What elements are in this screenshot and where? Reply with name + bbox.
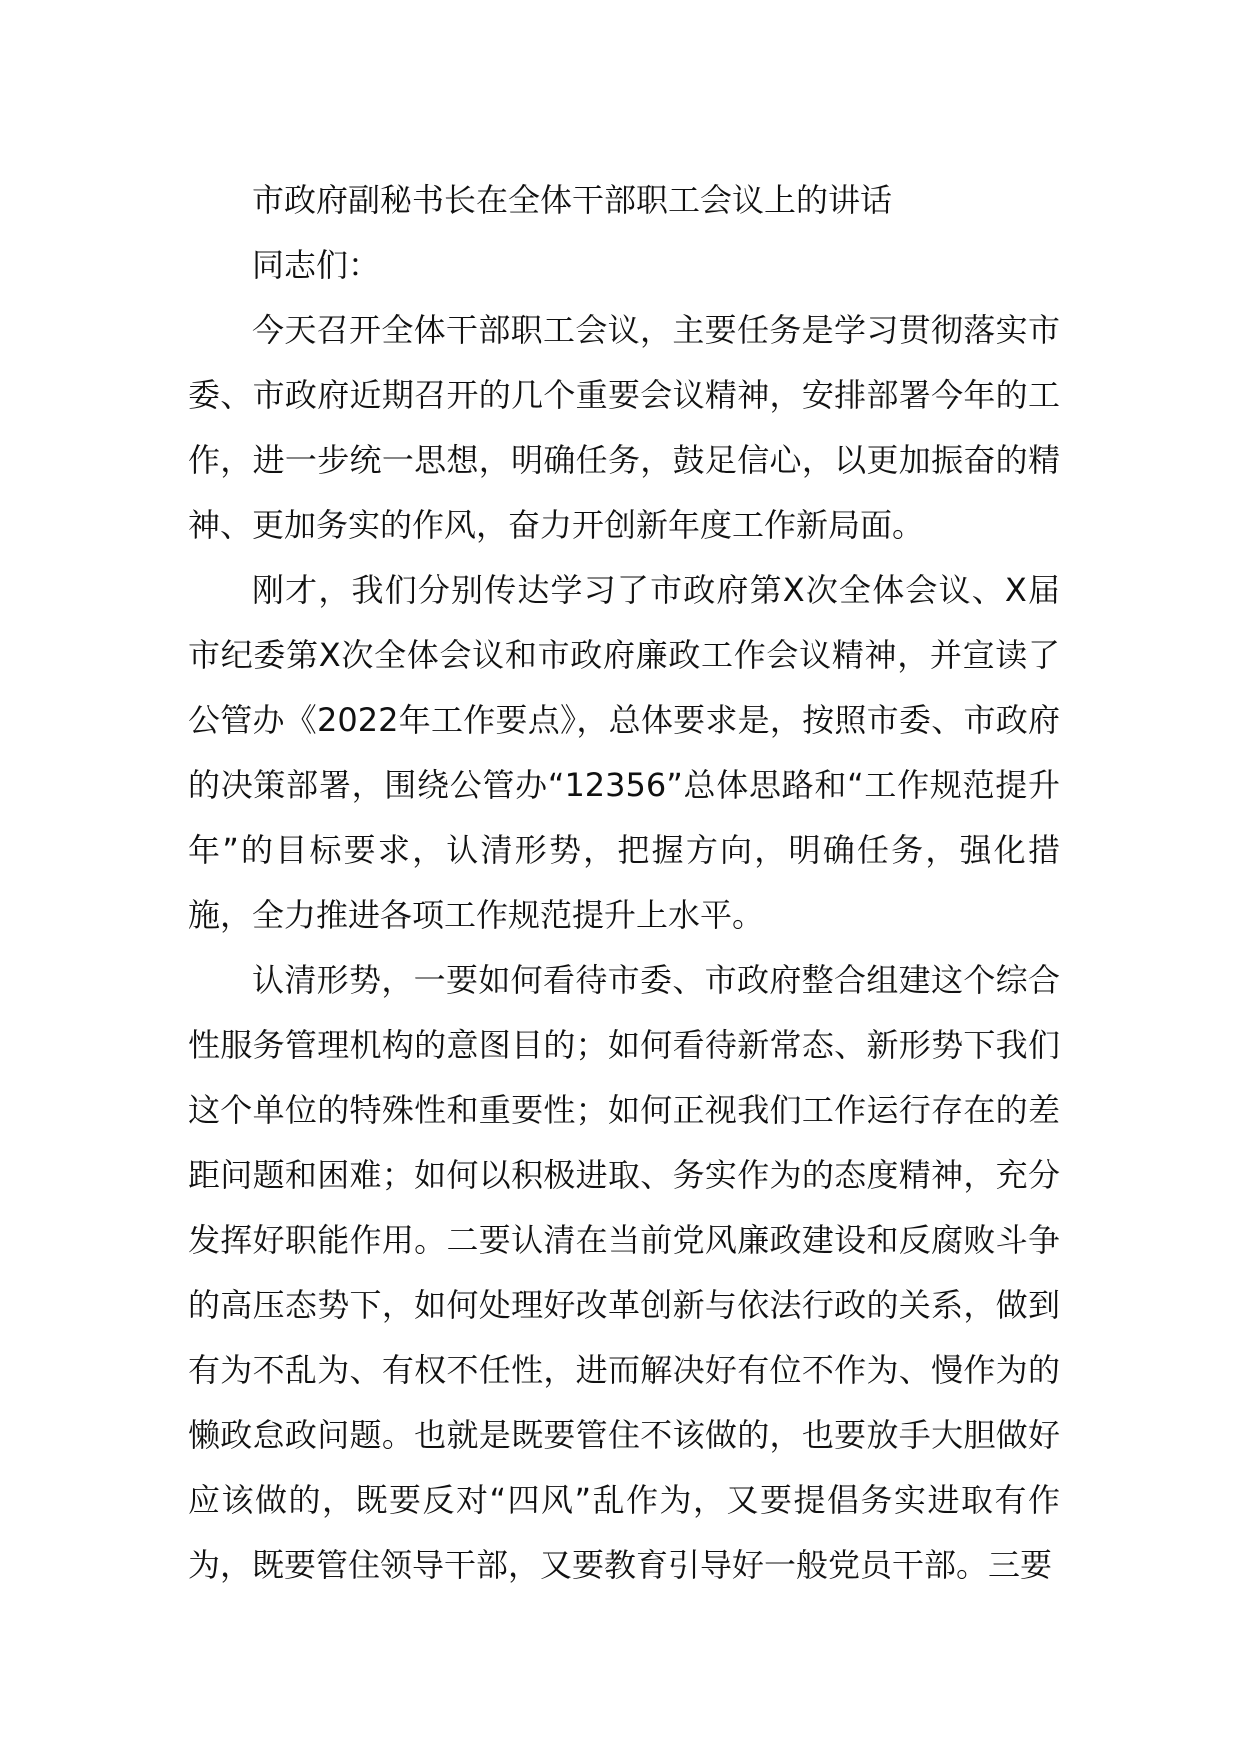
paragraph-1: 今天召开全体干部职工会议，主要任务是学习贯彻落实市委、市政府近期召开的几个重要会议精神，安排部署今年的工作，进一步统一思想，明确任务，鼓足信心，以更加振奋的精神、更加务实的作风，奋力开创新年度工作新局面。 bbox=[188, 311, 1060, 544]
paragraph-2: 刚才，我们分别传达学习了市政府第X次全体会议、X届市纪委第X次全体会议和市政府廉政工作会议精神，并宣读了公管办《2022年工作要点》，总体要求是，按照市委、市政府的决策部署，围绕公管办“12356”总体思路和“工作规范提升年”的目标要求，认清形势，把握方向，明确任务，强化措施，全力推进各项工作规范提升上水平。 bbox=[188, 571, 1060, 934]
paragraph-3: 认清形势，一要如何看待市委、市政府整合组建这个综合性服务管理机构的意图目的；如何看待新常态、新形势下我们这个单位的特殊性和重要性；如何正视我们工作运行存在的差距问题和困难；如何以积极进取、务实作为的态度精神，充分发挥好职能作用。二要认清在当前党风廉政建设和反腐败斗争的高压态势下，如何处理好改革创新与依法行政的关系，做到有为不乱为、有权不任性，进而解决好有位不作为、慢作为的懒政怠政问题。也就是既要管住不该做的，也要放手大胆做好应该做的，既要反对“四风”乱作为，又要提倡务实进取有作为，既要管住领导干部，又要教育引导好一般党员干部。三要 bbox=[188, 961, 1060, 1584]
salutation: 同志们： bbox=[252, 246, 381, 284]
document-title: 市政府副秘书长在全体干部职工会议上的讲话 bbox=[252, 181, 893, 219]
document-body bbox=[188, 168, 1060, 1598]
